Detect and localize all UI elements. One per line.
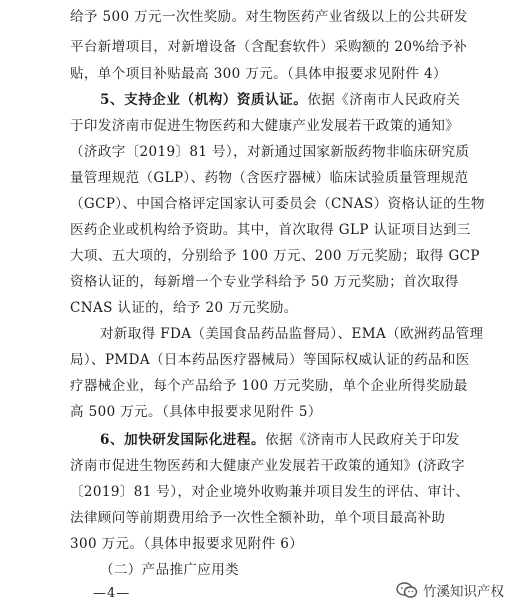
watermark xyxy=(396,577,504,603)
text-line-16: 高 500 万元。（具体申报要求见附件 5） xyxy=(70,404,322,420)
text-line-3: 贴，单个项目补贴最高 300 万元。（具体申报要求见附件 4） xyxy=(70,66,447,82)
watermark-text: 竹溪知识产权 xyxy=(423,584,504,600)
section-5-heading: 5、支持企业（机构）资质认证。 xyxy=(100,92,308,108)
text-line-13: 对新取得 FDA（美国食品药品监督局）、EMA（欧洲药品管理 xyxy=(100,326,484,342)
section-6-heading-line: 6、加快研发国际化进程。依据《济南市人民政府关于印发 xyxy=(100,432,460,448)
text-line-19: 〔2019〕81 号），对企业境外收购兼并项目发生的评估、审计、 xyxy=(70,484,470,500)
subsection-heading: （二）产品推广应用类 xyxy=(100,562,239,578)
section-6-heading: 6、加快研发国际化进程。 xyxy=(100,432,266,448)
section-5-heading-line: 5、支持企业（机构）资质认证。依据《济南市人民政府关 xyxy=(100,92,461,108)
text-line-10: 大项、五大项的，分别给予 100 万元、200 万元奖励；取得 GCP xyxy=(70,248,480,264)
text-line-11: 资格认证的，每新增一个专业学科给予 50 万元奖励；首次取得 xyxy=(70,274,459,290)
text-line-2: 平台新增项目，对新增设备（含配套软件）采购额的 20%给予补 xyxy=(70,39,468,55)
text-line-8: （GCP）、中国合格评定国家认可委员会（CNAS）资格认证的生物 xyxy=(70,196,485,212)
page-number: —4— xyxy=(93,586,131,601)
text-line-1: 给予 500 万元一次性奖励。对生物医药产业省级以上的公共研发 xyxy=(70,9,468,25)
text-line-5: 于印发济南市促进生物医药和大健康产业发展若干政策的通知》 xyxy=(70,118,460,134)
text-line-7: 量管理规范（GLP）、药物（含医疗器械）临床试验质量管理规范 xyxy=(70,170,469,186)
text-line-20: 法律顾问等前期费用给予一次性全额补助，单个项目最高补助 xyxy=(70,510,446,526)
text-line-14: 局）、PMDA（日本药品医疗器械局）等国际权威认证的药品和医 xyxy=(70,352,470,368)
text-line-18: 济南市促进生物医药和大健康产业发展若干政策的通知》(济政字 xyxy=(70,458,465,474)
text-line-15: 疗器械企业，每个产品给予 100 万元奖励，单个企业所得奖励最 xyxy=(70,378,468,394)
wechat-icon xyxy=(396,581,418,599)
text-line-12: CNAS 认证的，给予 20 万元奖励。 xyxy=(70,300,298,316)
text-line-6: （济政字〔2019〕81 号），对新通过国家新版药物非临床研究质 xyxy=(70,144,470,160)
text-line-21: 300 万元。（具体申报要求见附件 6） xyxy=(70,536,304,552)
text-line-9: 医药企业或机构给予资助。其中，首次取得 GLP 认证项目达到三 xyxy=(70,222,471,238)
